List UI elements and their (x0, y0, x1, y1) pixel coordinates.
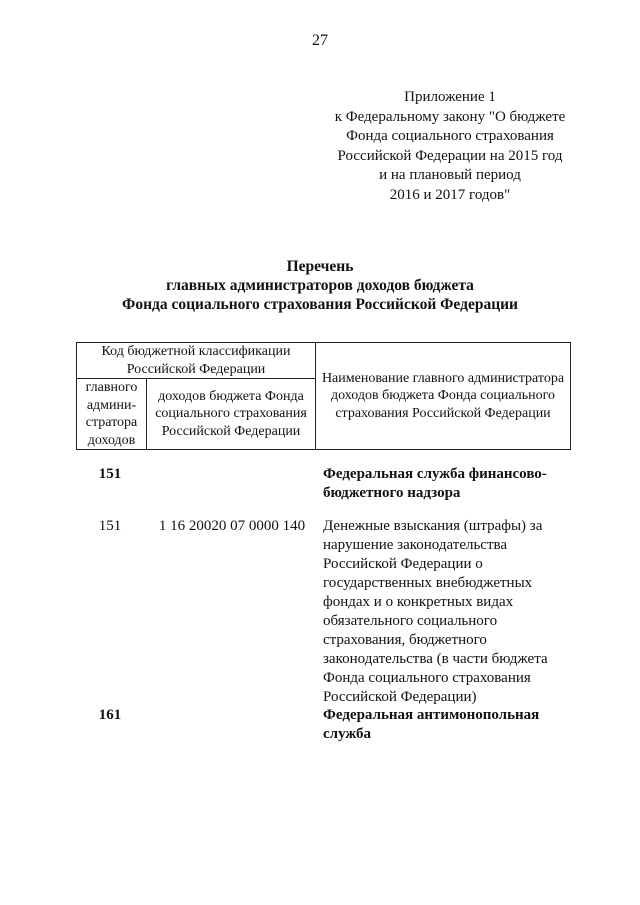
appendix-line: Российской Федерации на 2015 год (337, 147, 563, 164)
header-name-column: Наименование главного администратора доходов бюджета Фонда социального страхования Российской Федерации (316, 343, 571, 450)
appendix-line: 2016 и 2017 годов" (389, 186, 511, 203)
appendix-line: Приложение 1 (404, 89, 496, 105)
appendix-header (300, 88, 600, 205)
page-number: 27 (312, 32, 328, 49)
title-line: Фонда социального страхования Российской Федерации (122, 296, 518, 313)
table-row (0, 517, 640, 706)
appendix-line: и на плановый период (379, 167, 521, 183)
admin-code: 151 (98, 518, 122, 534)
table-body (0, 465, 640, 746)
table-row (0, 465, 640, 517)
admin-code: 161 (98, 707, 122, 723)
appendix-line: Фонда социального страхования (346, 128, 554, 144)
header-kbk-group: Код бюджетной классификации Российской Федерации (77, 343, 316, 379)
table-row (0, 706, 640, 746)
header-revenue-column: доходов бюджета Фонда социального страхования Российской Федерации (147, 379, 316, 450)
title-line: Перечень (286, 258, 354, 275)
revenue-code: 1 16 20020 07 0000 140 (158, 518, 306, 534)
appendix-line: к Федеральному закону "О бюджете (334, 108, 566, 125)
header-admin-column: главного админи- стратора доходов (77, 379, 147, 450)
administrator-name: Федеральная служба финансово-бюджетного надзора (323, 466, 547, 501)
document-title (0, 257, 640, 314)
title-line: главных администраторов доходов бюджета (166, 277, 474, 294)
admin-code: 151 (98, 466, 122, 482)
administrator-name: Денежные взыскания (штрафы) за нарушение законодательства Российской Федерации о государственных внебюджетных фондах и о конкретных видах обязательного социального страхования, бюджетного законодательства (в части бюджета Фонда социального страхования Российской Федерации) (323, 518, 548, 705)
administrator-name: Федеральная антимонопольная служба (323, 707, 540, 742)
table-header (76, 342, 571, 450)
